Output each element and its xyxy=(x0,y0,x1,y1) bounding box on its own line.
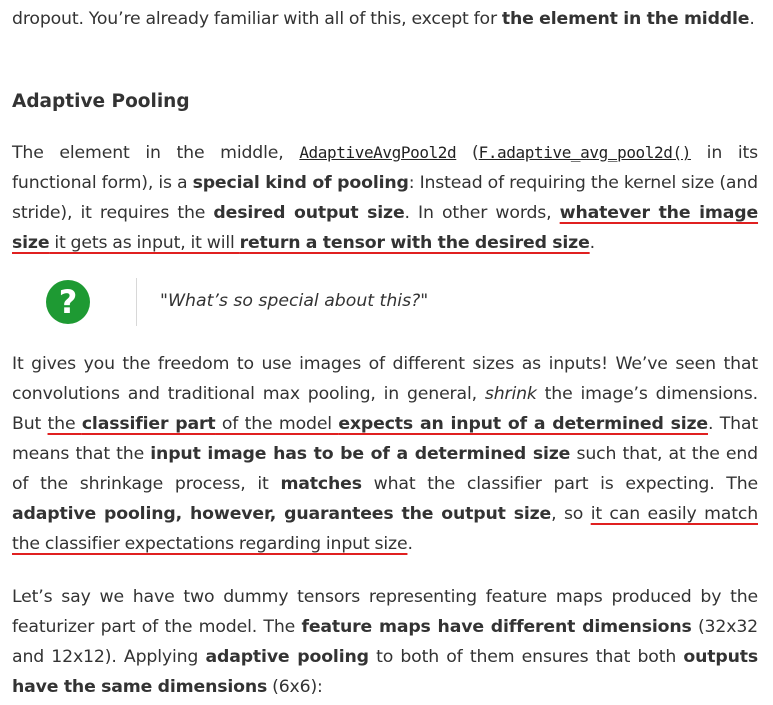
callout-text xyxy=(160,288,428,314)
text-span: such that, at the end of the shrinkage process, it xyxy=(12,444,758,494)
bold-text: feature maps have different dimensions xyxy=(301,617,692,637)
bold-text: input image has to be of a determined size xyxy=(150,444,571,464)
code-link-adaptiveavgpool2d[interactable]: AdaptiveAvgPool2d xyxy=(299,143,457,162)
bold-text: desired output size xyxy=(213,203,405,223)
callout-quote: "What’s so special about this?" xyxy=(160,291,429,311)
text-span: . xyxy=(407,534,413,554)
text-span: . xyxy=(749,9,755,29)
bold-text: expects an input of a determined size xyxy=(338,414,708,434)
highlighted-phrase xyxy=(48,414,708,434)
paragraph-intro-tail xyxy=(12,4,758,34)
text-span: what the classifier part is expecting. The xyxy=(361,474,759,494)
bold-text: matches xyxy=(280,474,362,494)
text-span: . That means that the xyxy=(12,414,758,464)
question-mark-icon: ? xyxy=(46,280,90,324)
text-span: . xyxy=(589,233,595,253)
text-span: The element in the middle, xyxy=(12,143,300,163)
text-span: , so xyxy=(551,504,591,524)
bold-text: adaptive pooling xyxy=(205,647,369,667)
text-span: in its functional form), is a xyxy=(12,143,758,193)
text-span: dropout. You’re already familiar with all of this, except for xyxy=(12,9,502,29)
text-span: of the model xyxy=(215,414,339,434)
text-span: the image’s dimensions. But xyxy=(12,384,759,434)
bold-text: adaptive pooling, however, guarantees the output size xyxy=(12,504,552,524)
code-link-adaptive-avg-pool2d[interactable]: F.adaptive_avg_pool2d() xyxy=(478,143,691,162)
text-span: it gets as input, it will xyxy=(49,233,240,253)
text-span: to both of them ensures that both xyxy=(368,647,684,667)
italic-text: shrink xyxy=(484,384,537,404)
section-heading: Adaptive Pooling xyxy=(12,91,190,112)
text-span: . In other words, xyxy=(404,203,560,223)
text-span: It gives you the freedom to use images of different sizes as inputs! We’ve seen that convolutions and traditional max pooling, in general, xyxy=(12,354,758,404)
paragraph-dummy-tensors xyxy=(12,582,758,702)
highlighted-phrase: it can easily match the classifier expectations regarding input size xyxy=(12,504,758,554)
text-span: Let’s say we have two dummy tensors representing feature maps produced by the featurizer part of the model. The xyxy=(12,587,758,637)
text-span: ( xyxy=(456,143,479,163)
callout-divider xyxy=(136,278,137,326)
question-callout xyxy=(44,278,744,328)
text-span: the xyxy=(47,414,82,434)
bold-text: whatever the image size xyxy=(12,203,759,253)
bold-text: classifier part xyxy=(81,414,216,434)
paragraph-freedom xyxy=(12,349,758,559)
text-span: (32x32 and 12x12). Applying xyxy=(12,617,759,667)
bold-text: return a tensor with the desired size xyxy=(239,233,590,253)
bold-text: the element in the middle xyxy=(501,9,750,29)
bold-text: special kind of pooling xyxy=(192,173,409,193)
paragraph-adaptive-pooling xyxy=(12,138,758,258)
bold-text: outputs have the same dimensions xyxy=(12,647,758,697)
text-span: : Instead of requiring the kernel size (and stride), it requires the xyxy=(12,173,758,223)
text-span: (6x6): xyxy=(267,677,323,697)
